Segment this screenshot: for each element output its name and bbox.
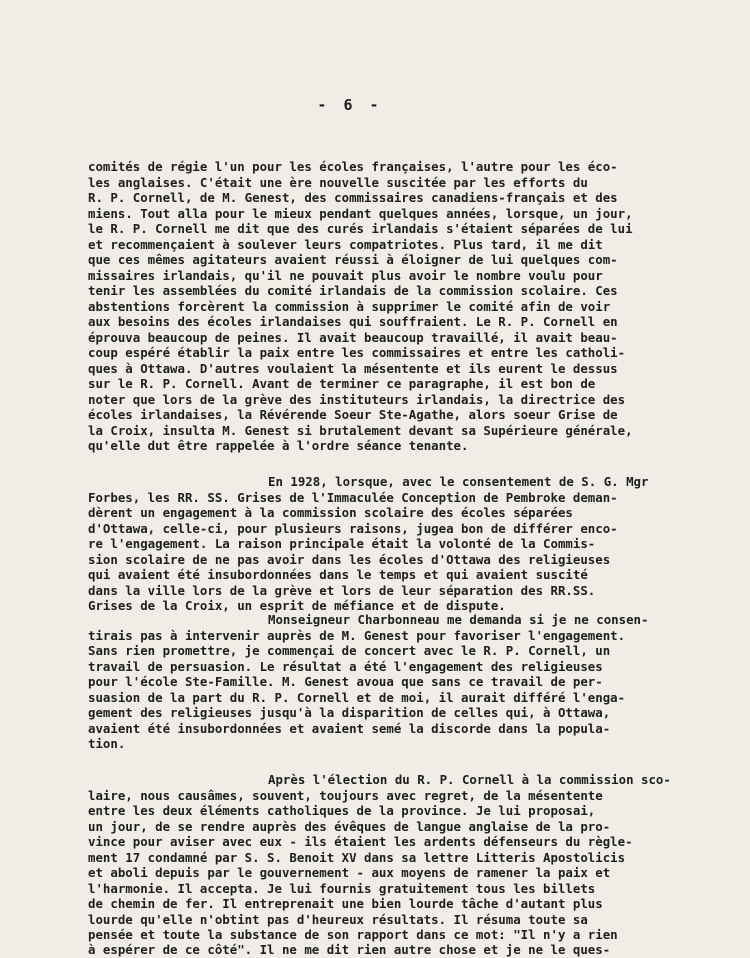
text-line: un jour, de se rendre auprès des évêques de langue anglaise de la pro- xyxy=(88,819,611,834)
text-line: ment 17 condamné par S. S. Benoit XV dans sa lettre Litteris Apostolicis xyxy=(88,850,626,865)
text-line: re l'engagement. La raison principale était la volonté de la Commis- xyxy=(88,536,596,551)
text-line: Grises de la Croix, un esprit de méfiance et de dispute. xyxy=(88,598,506,613)
text-line: dans la ville lors de la grève et lors de leur séparation des RR.SS. xyxy=(88,583,596,598)
text-line: qu'elle dut être rappelée à l'ordre séance tenante. xyxy=(88,438,469,453)
text-line: tirais pas à intervenir auprès de M. Genest pour favoriser l'engagement. xyxy=(88,628,626,643)
text-line: R. P. Cornell, de M. Genest, des commissaires canadiens-français et des xyxy=(88,190,618,205)
text-line: pensée et toute la substance de son rapport dans ce mot: "Il n'y a rien xyxy=(88,927,618,942)
text-line: tion. xyxy=(88,736,126,751)
text-line: coup espéré établir la paix entre les commissaires et entre les catholi- xyxy=(88,345,626,360)
text-line: sur le R. P. Cornell. Avant de terminer ce paragraphe, il est bon de xyxy=(88,376,596,391)
text-line: travail de persuasion. Le résultat a été l'engagement des religieuses xyxy=(88,659,603,674)
text-line: En 1928, lorsque, avec le consentement de S. G. Mgr xyxy=(268,474,649,489)
text-line: d'Ottawa, celle-ci, pour plusieurs raisons, jugea bon de différer enco- xyxy=(88,521,618,536)
text-line: abstentions forcèrent la commission à supprimer le comité afin de voir xyxy=(88,299,611,314)
text-line: les anglaises. C'était une ère nouvelle suscitée par les efforts du xyxy=(88,175,588,190)
text-line: tenir les assemblées du comité irlandais de la commission scolaire. Ces xyxy=(88,283,618,298)
page-number: - 6 - xyxy=(317,96,383,114)
text-line: comités de régie l'un pour les écoles françaises, l'autre pour les éco- xyxy=(88,159,618,174)
text-line: sion scolaire de ne pas avoir dans les écoles d'Ottawa des religieuses xyxy=(88,552,611,567)
text-line: qui avaient été insubordonnées dans le temps et qui avaient suscité xyxy=(88,567,588,582)
text-line: vince pour aviser avec eux - ils étaient les ardents défenseurs du règle- xyxy=(88,834,633,849)
text-line: de chemin de fer. Il entreprenait une bien lourde tâche d'autant plus xyxy=(88,896,603,911)
text-line: éprouva beaucoup de peines. Il avait beaucoup travaillé, il avait beau- xyxy=(88,330,618,345)
text-line: Forbes, les RR. SS. Grises de l'Immaculée Conception de Pembroke deman- xyxy=(88,490,618,505)
text-line: et aboli depuis par le gouvernement - aux moyens de ramener la paix et xyxy=(88,865,611,880)
text-line: la Croix, insulta M. Genest si brutalement devant sa Supérieure générale, xyxy=(88,423,633,438)
text-line: suasion de la part du R. P. Cornell et de moi, il aurait différé l'enga- xyxy=(88,690,626,705)
text-line: aux besoins des écoles irlandaises qui souffraient. Le R. P. Cornell en xyxy=(88,314,618,329)
text-line: le R. P. Cornell me dit que des curés irlandais s'étaient séparées de lui xyxy=(88,221,633,236)
text-line: Sans rien promettre, je commençai de concert avec le R. P. Cornell, un xyxy=(88,643,611,658)
text-line: et recommençaient à soulever leurs compatriotes. Plus tard, il me dit xyxy=(88,237,603,252)
text-line: lourde qu'elle n'obtint pas d'heureux résultats. Il résuma toute sa xyxy=(88,912,588,927)
text-line: l'harmonie. Il accepta. Je lui fournis gratuitement tous les billets xyxy=(88,881,596,896)
text-line: avaient été insubordonnées et avaient semé la discorde dans la popula- xyxy=(88,721,611,736)
text-line: entre les deux éléments catholiques de la province. Je lui proposai, xyxy=(88,803,596,818)
text-line: miens. Tout alla pour le mieux pendant quelques années, lorsque, un jour, xyxy=(88,206,633,221)
text-line: ques à Ottawa. D'autres voulaient la mésentente et ils eurent le dessus xyxy=(88,361,618,376)
text-line: que ces mêmes agitateurs avaient réussi à éloigner de lui quelques com- xyxy=(88,252,618,267)
text-line: laire, nous causâmes, souvent, toujours avec regret, de la mésentente xyxy=(88,788,603,803)
text-line: Monseigneur Charbonneau me demanda si je ne consen- xyxy=(268,612,649,627)
text-line: pour l'école Ste-Famille. M. Genest avoua que sans ce travail de per- xyxy=(88,674,603,689)
text-line: à espérer de ce côté". Il ne me dit rien autre chose et je ne le ques- xyxy=(88,942,611,957)
text-line: écoles irlandaises, la Révérende Soeur Ste-Agathe, alors soeur Grise de xyxy=(88,407,618,422)
text-line: Après l'élection du R. P. Cornell à la commission sco- xyxy=(268,772,671,787)
text-line: gement des religieuses jusqu'à la disparition de celles qui, à Ottawa, xyxy=(88,705,611,720)
text-line: missaires irlandais, qu'il ne pouvait plus avoir le nombre voulu pour xyxy=(88,268,603,283)
text-line: dèrent un engagement à la commission scolaire des écoles séparées xyxy=(88,505,573,520)
text-line: noter que lors de la grève des instituteurs irlandais, la directrice des xyxy=(88,392,626,407)
